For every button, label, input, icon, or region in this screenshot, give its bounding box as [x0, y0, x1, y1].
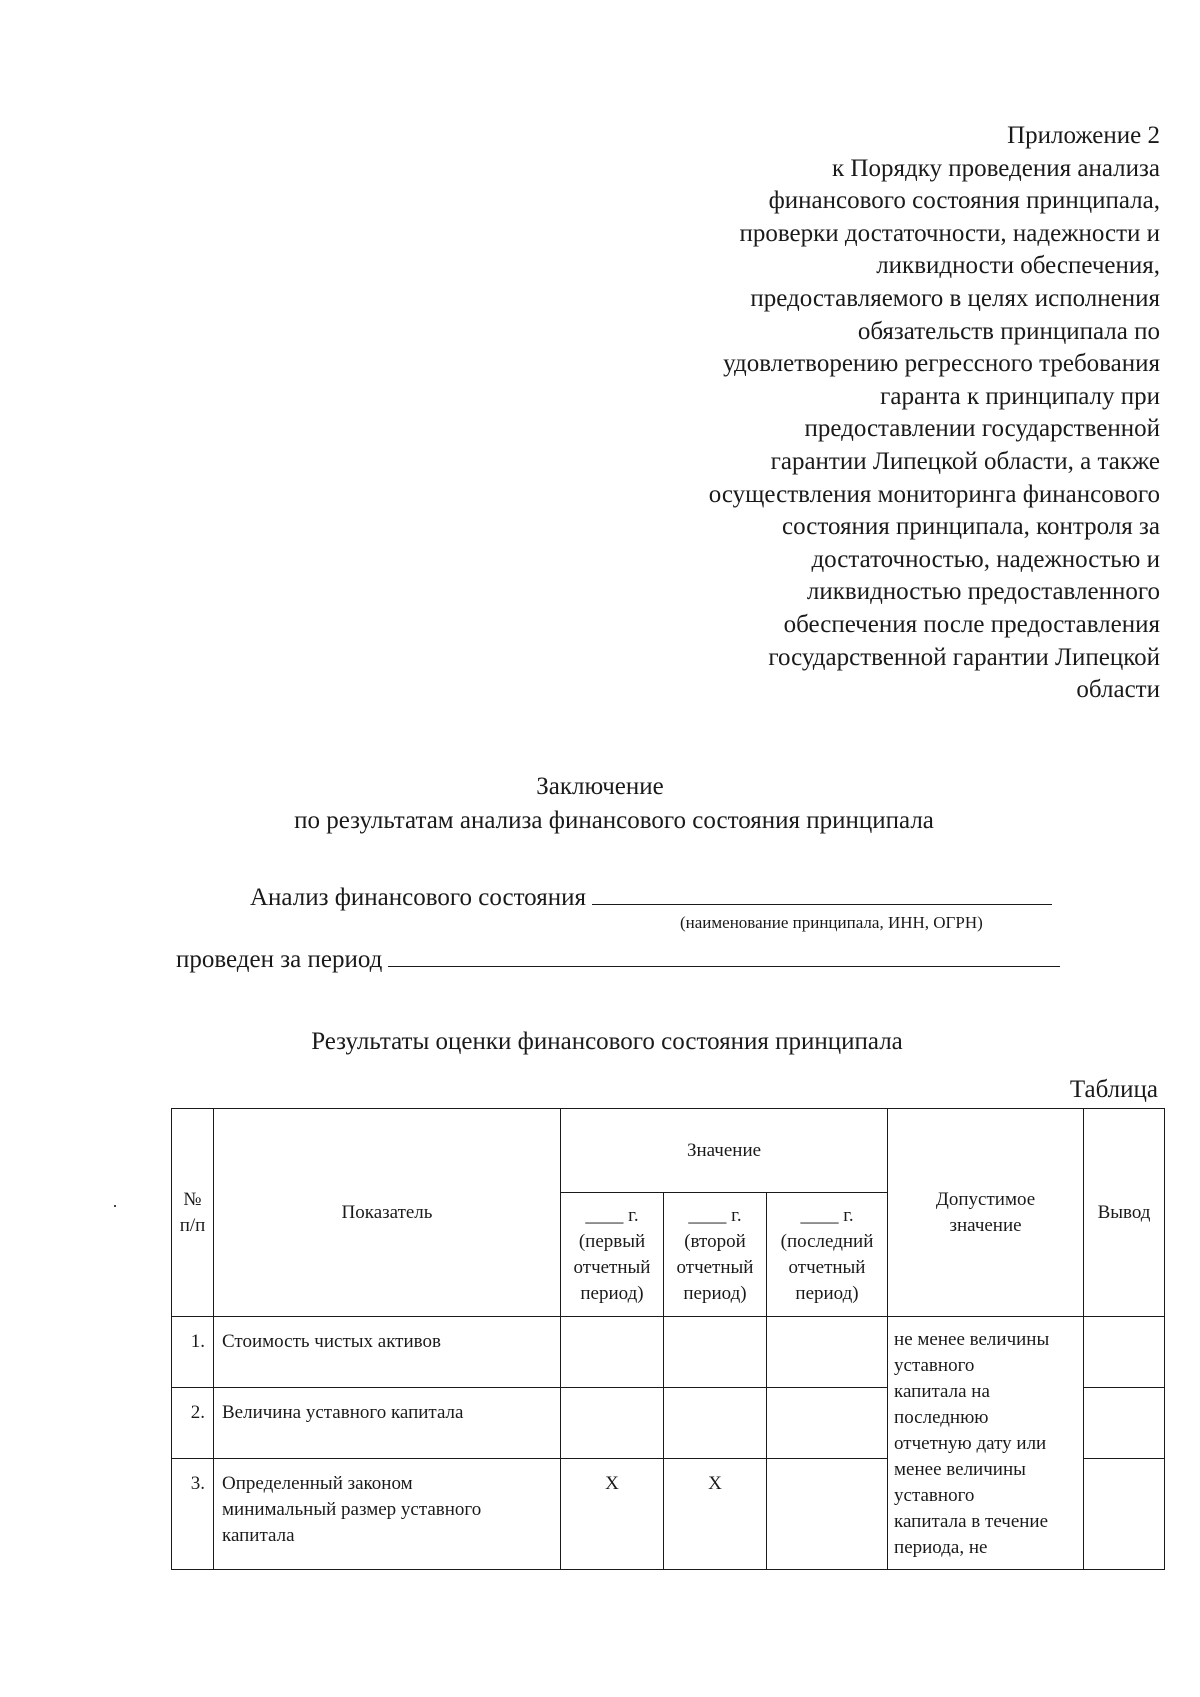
appendix-line: государственной гарантии Липецкой [768, 643, 1160, 671]
row-conclusion[interactable] [1084, 1388, 1165, 1459]
period-label: проведен за период [176, 946, 383, 973]
appendix-header [560, 120, 1160, 707]
analysis-field-row [250, 880, 1052, 913]
allowed-value-cell [888, 1317, 1084, 1570]
header-period-1 [561, 1193, 664, 1317]
row-indicator-line: минимальный размер уставного [222, 1499, 482, 1520]
row-indicator [214, 1388, 561, 1459]
row-value-period-2[interactable] [664, 1388, 767, 1459]
period-2-line: отчетный [676, 1256, 754, 1278]
header-num-line: п/п [179, 1214, 206, 1236]
period-1-line: отчетный [573, 1256, 651, 1278]
row-num: 3. [172, 1459, 214, 1570]
analysis-label: Анализ финансового состояния [250, 884, 586, 911]
allowed-value-line: капитала на [894, 1381, 990, 1402]
row-num: 2. [172, 1388, 214, 1459]
row-indicator-line: Стоимость чистых активов [222, 1331, 441, 1352]
header-period-2 [664, 1193, 767, 1317]
period-3-line: период) [795, 1282, 859, 1304]
appendix-line: осуществления мониторинга финансового [708, 480, 1160, 508]
period-2-line: период) [683, 1282, 747, 1304]
row-indicator [214, 1459, 561, 1570]
appendix-line: удовлетворению регрессного требования [723, 350, 1160, 378]
conclusion-title: Заключение [536, 773, 664, 800]
allowed-value-line: уставного [894, 1355, 975, 1376]
scan-speck [114, 1205, 116, 1207]
appendix-line: ликвидностью предоставленного [806, 578, 1160, 606]
period-field-row [176, 942, 1060, 975]
results-table [171, 1108, 1165, 1570]
period-blank[interactable] [388, 942, 1060, 967]
row-indicator [214, 1317, 561, 1388]
row-conclusion[interactable] [1084, 1317, 1165, 1388]
row-indicator-line: Величина уставного капитала [222, 1402, 464, 1423]
header-allowed-line: значение [949, 1214, 1022, 1236]
row-value-period-1[interactable] [561, 1388, 664, 1459]
allowed-value-line: капитала в течение [894, 1511, 1049, 1532]
header-conclusion: Вывод [1084, 1109, 1165, 1317]
period-3-line: (последний [780, 1230, 874, 1252]
header-period-3 [767, 1193, 888, 1317]
table-row [172, 1317, 1165, 1388]
row-conclusion[interactable] [1084, 1459, 1165, 1570]
appendix-line: гаранта к принципалу при [880, 382, 1160, 410]
results-title: Результаты оценки финансового состояния принципала [311, 1028, 903, 1055]
row-value-period-3[interactable] [767, 1388, 888, 1459]
header-value: Значение [561, 1109, 888, 1193]
row-indicator-line: Определенный законом [222, 1473, 413, 1494]
principal-name-hint: (наименование принципала, ИНН, ОГРН) [680, 913, 983, 932]
row-value-period-1: X [561, 1459, 664, 1570]
appendix-line: области [1076, 676, 1160, 704]
appendix-line: достаточностью, надежностью и [811, 545, 1160, 573]
allowed-value-line: менее величины [894, 1459, 1026, 1480]
appendix-line: состояния принципала, контроля за [782, 513, 1160, 541]
period-3-line: ____ г. [800, 1204, 854, 1226]
period-1-line: (первый [578, 1230, 646, 1252]
appendix-line: финансового состояния принципала, [768, 187, 1160, 215]
conclusion-subtitle: по результатам анализа финансового состояния принципала [294, 807, 934, 834]
period-2-line: ____ г. [688, 1204, 742, 1226]
period-1-line: период) [580, 1282, 644, 1304]
appendix-line: проверки достаточности, надежности и [739, 219, 1160, 247]
row-value-period-2: X [664, 1459, 767, 1570]
appendix-line: предоставляемого в целях исполнения [750, 284, 1160, 312]
appendix-line: Приложение 2 [1007, 122, 1160, 149]
table-header-row [172, 1109, 1165, 1193]
allowed-value-line: последнюю [894, 1407, 989, 1428]
conclusion-heading [0, 770, 1200, 838]
row-indicator-line: капитала [222, 1525, 295, 1546]
allowed-value-line: уставного [894, 1485, 975, 1506]
period-1-line: ____ г. [585, 1204, 639, 1226]
appendix-line: предоставлении государственной [804, 415, 1160, 443]
allowed-value-line: отчетную дату или [894, 1433, 1047, 1454]
header-num-line: № [183, 1188, 202, 1210]
results-table-wrap [171, 1108, 1165, 1570]
row-value-period-3[interactable] [767, 1459, 888, 1570]
header-num [172, 1109, 214, 1317]
allowed-value-line: периода, не [894, 1537, 988, 1558]
row-num: 1. [172, 1317, 214, 1388]
allowed-value-line: не менее величины [894, 1329, 1050, 1350]
appendix-line: гарантии Липецкой области, а также [770, 447, 1160, 475]
header-allowed [888, 1109, 1084, 1317]
row-value-period-3[interactable] [767, 1317, 888, 1388]
appendix-line: ликвидности обеспечения, [876, 252, 1160, 280]
row-value-period-1[interactable] [561, 1317, 664, 1388]
period-3-line: отчетный [788, 1256, 866, 1278]
row-value-period-2[interactable] [664, 1317, 767, 1388]
period-2-line: (второй [684, 1230, 746, 1252]
table-caption: Таблица [1069, 1076, 1158, 1103]
header-allowed-line: Допустимое [935, 1188, 1036, 1210]
appendix-line: обеспечения после предоставления [783, 610, 1160, 638]
appendix-line: обязательств принципала по [857, 317, 1160, 345]
header-indicator: Показатель [214, 1109, 561, 1317]
appendix-line: к Порядку проведения анализа [832, 154, 1160, 182]
principal-name-blank[interactable] [592, 880, 1052, 905]
